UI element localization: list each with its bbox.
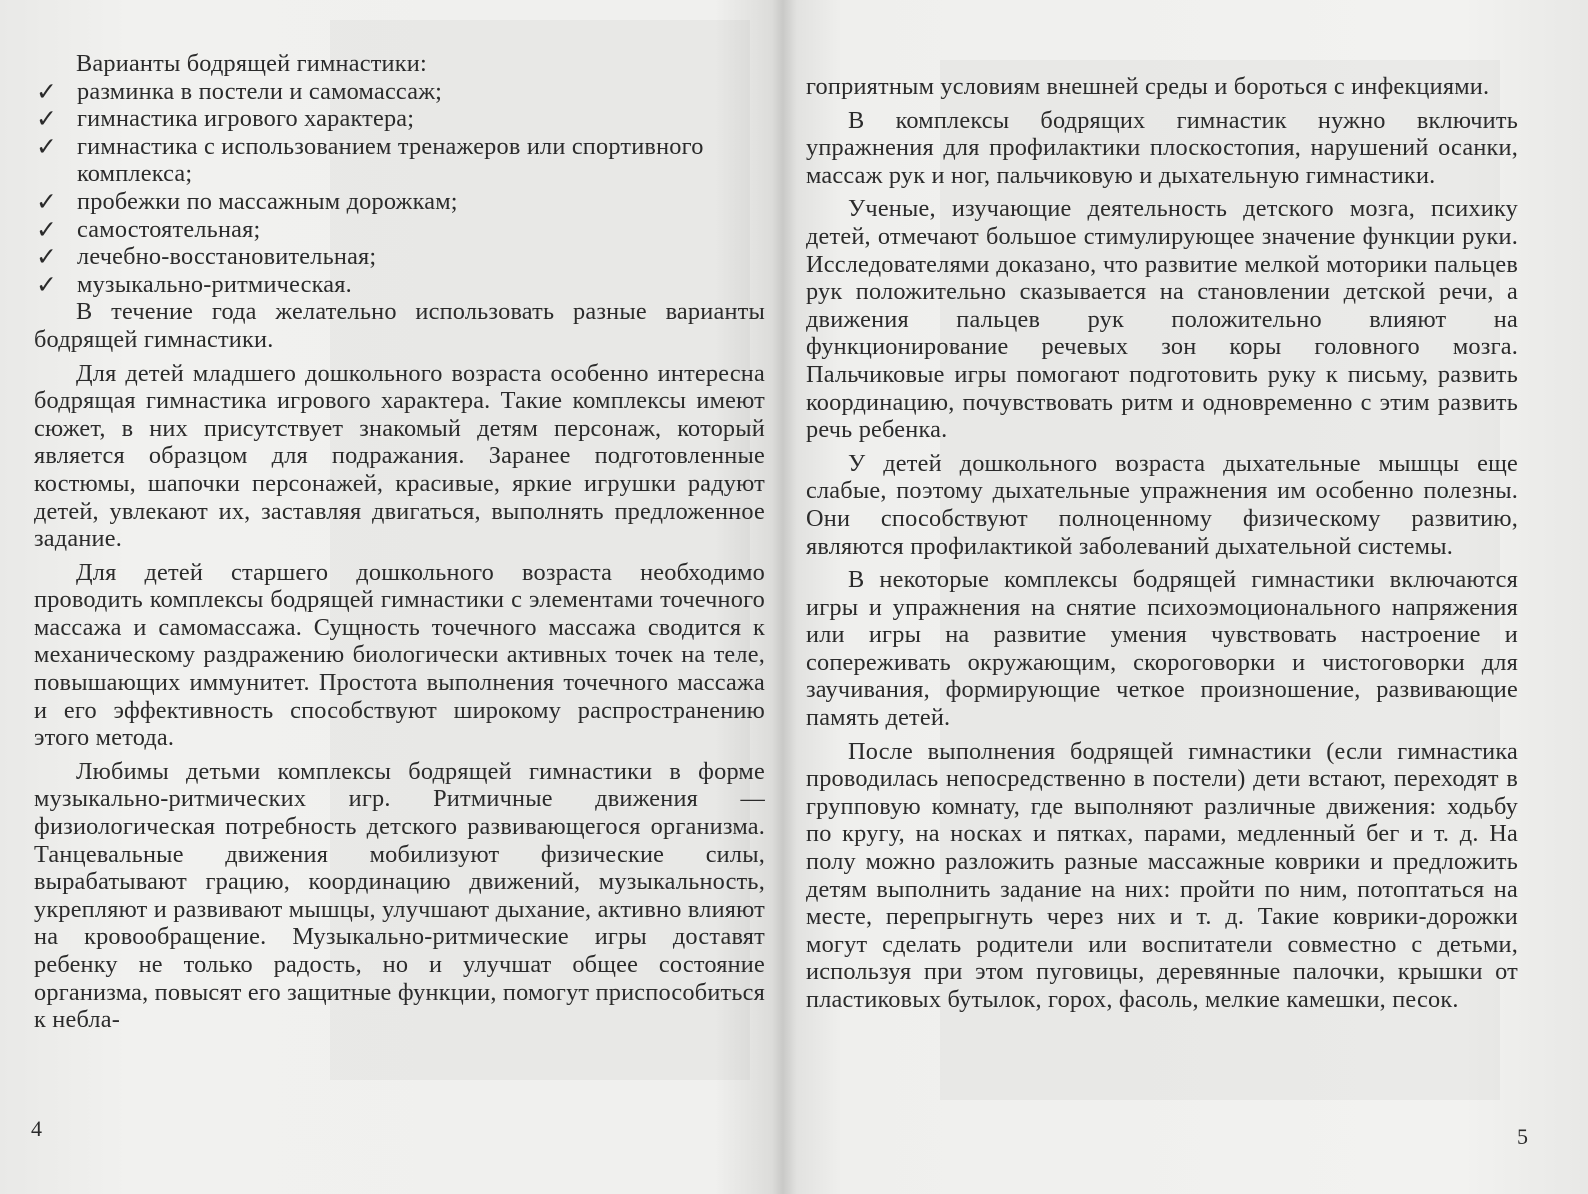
left-page <box>0 0 790 1194</box>
checkmark-icon: ✓ <box>36 242 58 272</box>
paragraph: У детей дошкольного возраста дыхательные мышцы еще слабые, поэтому дыхательные упражнения им особенно полезны. Они способствуют полноценному физическому развитию, являются профилактикой заболеваний дыхательной системы. <box>806 449 1518 560</box>
checklist-item: ✓ музыкально-ритмическая. <box>36 269 352 299</box>
left-text-column <box>34 50 765 1034</box>
right-text-column <box>806 73 1518 1014</box>
paragraph: После выполнения бодрящей гимнастики (если гимнастика проводилась непосредственно в постели) дети встают, переходят в групповую комнату, где выполняют различные движения: ходьбу по кругу, на носках и пятках, парами, медленный бег и т. д. На полу можно разложить разные массажные коврики и предложить детям выполнить задание на них: пройти по ним, потоптаться на месте, перепрыгнуть через них и т. д. Такие коврики-дорожки могут сделать родители или воспитатели совместно с детьми, используя при этом пуговицы, деревянные палочки, крышки от пластиковых бутылок, горох, фасоль, мелкие камешки, песок. <box>806 737 1518 1013</box>
checklist-item: ✓ разминка в постели и самомассаж; <box>36 76 443 106</box>
checkmark-icon: ✓ <box>36 104 58 134</box>
checklist-item: ✓ пробежки по массажным дорожкам; <box>36 186 458 216</box>
checkmark-icon: ✓ <box>36 76 58 106</box>
paragraph: В некоторые комплексы бодрящей гимнастики включаются игры и упражнения на снятие психоэмоционального напряжения или игры на развитие умения чувствовать настроение и сопереживать окружающим, скороговорки и чистоговорки для заучивания, формирующие четкое произношение, развивающие память детей. <box>806 566 1518 732</box>
checkmark-icon: ✓ <box>36 186 58 216</box>
right-page <box>790 0 1588 1194</box>
checkmark-icon: ✓ <box>36 131 58 161</box>
variants-checklist <box>34 78 765 299</box>
variants-intro: Варианты бодрящей гимнастики: <box>76 50 427 77</box>
page-number: 4 <box>31 1116 42 1141</box>
checklist-item: ✓ лечебно-восстановительная; <box>36 242 377 272</box>
continuation-text: гоприятным условиям внешней среды и бороться с инфекциями. <box>806 73 1490 100</box>
checklist-item: ✓ самостоятельная; <box>36 214 261 244</box>
paragraph: В течение года желательно использовать разные варианты бодрящей гимнастики. <box>34 298 765 353</box>
page-number: 5 <box>1517 1124 1528 1149</box>
checklist-item: ✓ гимнастика с использованием тренажеров или спортивного комплекса; <box>36 131 704 188</box>
paragraph: В комплексы бодрящих гимнастик нужно включить упражнения для профилактики плоскостопия, нарушений осанки, массаж рук и ног, пальчиковую и дыхательную гимнастики. <box>806 106 1518 189</box>
checkmark-icon: ✓ <box>36 269 58 299</box>
paragraph: Для детей старшего дошкольного возраста необходимо проводить комплексы бодрящей гимнастики с элементами точечного массажа и самомассажа. Сущность точечного массажа сводится к механическому раздражению биологически активных точек на теле, повышающих иммунитет. Простота выполнения точечного массажа и его эффективность способствуют широкому распространению этого метода. <box>34 558 765 752</box>
checklist-item: ✓ гимнастика игрового характера; <box>36 104 415 134</box>
paragraph: Ученые, изучающие деятельность детского мозга, психику детей, отмечают большое стимулирующее значение функции руки. Исследователями доказано, что развитие мелкой моторики пальцев рук положительно сказывается на становлении детской речи, а движения пальцев рук положительно влияют на функционирование речевых зон коры головного мозга. Пальчиковые игры помогают подготовить руку к письму, развить координацию, почувствовать ритм и одновременно с этим развить речь ребенка. <box>806 195 1518 444</box>
paragraph: Для детей младшего дошкольного возраста особенно интересна бодрящая гимнастика игрового характера. Такие комплексы имеют сюжет, в них присутствует знакомый детям персонаж, который является образцом для подражания. Заранее подготовленные костюмы, шапочки персонажей, красивые, яркие игрушки радуют детей, увлекают их, заставляя двигаться, выполнять предложенное задание. <box>34 359 765 553</box>
paragraph: Любимы детьми комплексы бодрящей гимнастики в форме музыкально-ритмических игр. Ритмичные движения — физиологическая потребность детского развивающегося организма. Танцевальные движения мобилизуют физические силы, вырабатывают грацию, координацию движений, музыкальность, укрепляют и развивают мышцы, улучшают дыхание, активно влияют на кровообращение. Музыкально-ритмические игры доставят ребенку не только радость, но и улучшат общее состояние организма, повысят его защитные функции, помогут приспособиться к небла- <box>34 757 765 1034</box>
checkmark-icon: ✓ <box>36 214 58 244</box>
